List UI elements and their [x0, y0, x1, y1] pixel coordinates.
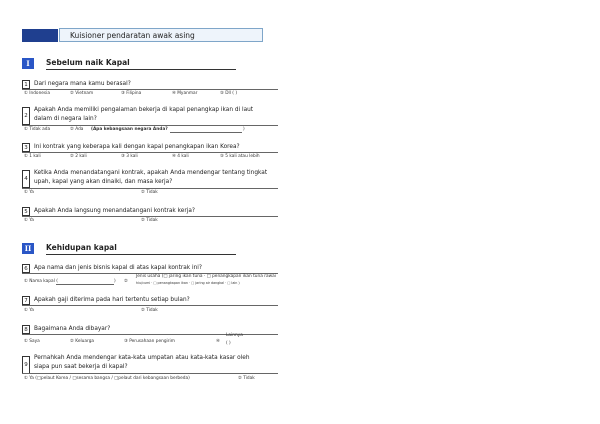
q8-option-1[interactable]: ① Saya	[24, 339, 40, 344]
q8-lainnya-label: Lainnya	[226, 333, 243, 338]
q7-option-1[interactable]: ① Ya	[24, 308, 34, 313]
question-4-underline	[22, 188, 278, 189]
q1-option-2[interactable]: ② Vietnam	[70, 91, 94, 96]
question-9-text-line2: siapa pun saat bekerja di kapal?	[34, 364, 128, 370]
q7-option-2[interactable]: ② Tidak	[141, 308, 158, 313]
q6-jenis-usaha-line2: hiu/cumi · □ penangkapan ikan · □ jaring air dangkal · □ lain )	[136, 281, 240, 285]
question-number-7: 7	[22, 296, 30, 305]
section-number-1: I	[22, 58, 34, 69]
question-6-text: Apa nama dan jenis bisnis kapal di atas kapal kontrak ini?	[34, 265, 202, 271]
q2-option-1[interactable]: ① Tidak ada	[24, 127, 51, 132]
q4-option-2[interactable]: ② Tidak	[141, 190, 158, 195]
question-number-6: 6	[22, 264, 30, 273]
q2-answer-blank[interactable]	[170, 132, 242, 133]
question-4-text-line2: upah, kapal yang akan dinaiki, dan masa kerja?	[34, 179, 173, 185]
question-5-text: Apakah Anda langsung menandatangani kontrak kerja?	[34, 208, 195, 214]
section-title-1: Sebelum naik Kapal	[46, 58, 236, 70]
q2-option-2-close: )	[243, 127, 245, 132]
q4-option-1[interactable]: ① Ya	[24, 190, 34, 195]
question-8-text: Bagaimana Anda dibayar?	[34, 326, 111, 332]
q9-option-2[interactable]: ② Tidak	[238, 376, 255, 381]
question-number-4: 4	[22, 170, 30, 188]
q8-option-2[interactable]: ② Keluarga	[70, 339, 95, 344]
question-2-underline	[22, 125, 278, 126]
question-4-text-line1: Ketika Anda menandatangani kontrak, apakah Anda mendengar tentang tingkat	[34, 170, 268, 176]
q2-option-2[interactable]: ② Ada	[70, 127, 84, 132]
q8-lainnya-blank[interactable]: ( )	[226, 341, 231, 346]
q1-option-4[interactable]: ④ Myanmar	[172, 91, 198, 96]
q5-option-1[interactable]: ① Ya	[24, 218, 34, 223]
question-5-underline	[22, 216, 278, 217]
q6-option-1[interactable]: ① Nama kapal (	[24, 279, 58, 284]
question-number-9: 9	[22, 356, 30, 374]
question-2-text-line2: dalam di negara lain?	[34, 116, 97, 122]
q6-option-2[interactable]: ②	[124, 279, 128, 284]
q6-ship-name-blank[interactable]	[56, 284, 114, 285]
q6-jenis-usaha-line1: Jenis usaha (□ jaring ikan tuna · □ penangkapan ikan tuna rawai	[136, 274, 276, 279]
page-title: Kuisioner pendaratan awak asing	[59, 28, 263, 42]
question-1-text: Dari negara mana kamu berasal?	[34, 81, 131, 87]
question-number-3: 3	[22, 143, 30, 152]
q8-option-3[interactable]: ③ Perusahaan pengirim	[124, 339, 175, 344]
q3-option-4[interactable]: ④ 4 kali	[172, 154, 189, 159]
question-1-underline	[22, 89, 278, 90]
question-9-text-line1: Pernahkah Anda mendengar kata-kata umpatan atau kata-kata kasar oleh	[34, 355, 250, 361]
question-3-underline	[22, 152, 278, 153]
q3-option-2[interactable]: ② 2 kali	[70, 154, 87, 159]
section-title-2: Kehidupan kapal	[46, 243, 236, 255]
q3-option-3[interactable]: ③ 3 kali	[121, 154, 138, 159]
header-accent-bar	[22, 29, 58, 42]
q3-option-1[interactable]: ① 1 kali	[24, 154, 41, 159]
q1-option-1[interactable]: ① Indonesia	[24, 91, 50, 96]
q1-option-5[interactable]: ⑤ Dll ( )	[220, 91, 237, 96]
question-number-2: 2	[22, 107, 30, 125]
q8-option-4[interactable]: ④	[216, 339, 220, 344]
section-number-2: II	[22, 243, 34, 254]
question-number-5: 5	[22, 207, 30, 216]
question-2-text-line1: Apakah Anda memiliki pengalaman bekerja di kapal penangkap ikan di laut	[34, 107, 254, 113]
q6-option-1-close: )	[114, 279, 116, 284]
question-7-text: Apakah gaji diterima pada hari tertentu setiap bulan?	[34, 297, 190, 303]
question-3-text: Ini kontrak yang keberapa kali dengan kapal penangkapan ikan Korea?	[34, 144, 240, 150]
question-7-underline	[22, 305, 278, 306]
q3-option-5[interactable]: ⑤ 5 kali atau lebih	[220, 154, 260, 159]
question-number-8: 8	[22, 325, 30, 334]
q9-option-1[interactable]: ① Ya (□pelaut Korea / □sesama bangsa / □pelaut dari kebangsaan berbeda)	[24, 376, 190, 381]
q5-option-2[interactable]: ② Tidak	[141, 218, 158, 223]
q1-option-3[interactable]: ③ Filipina	[121, 91, 142, 96]
question-9-underline	[22, 373, 278, 374]
question-number-1: 1	[22, 80, 30, 89]
q2-option-2-detail: (Apa kebangsaan negara Anda?	[91, 127, 168, 132]
